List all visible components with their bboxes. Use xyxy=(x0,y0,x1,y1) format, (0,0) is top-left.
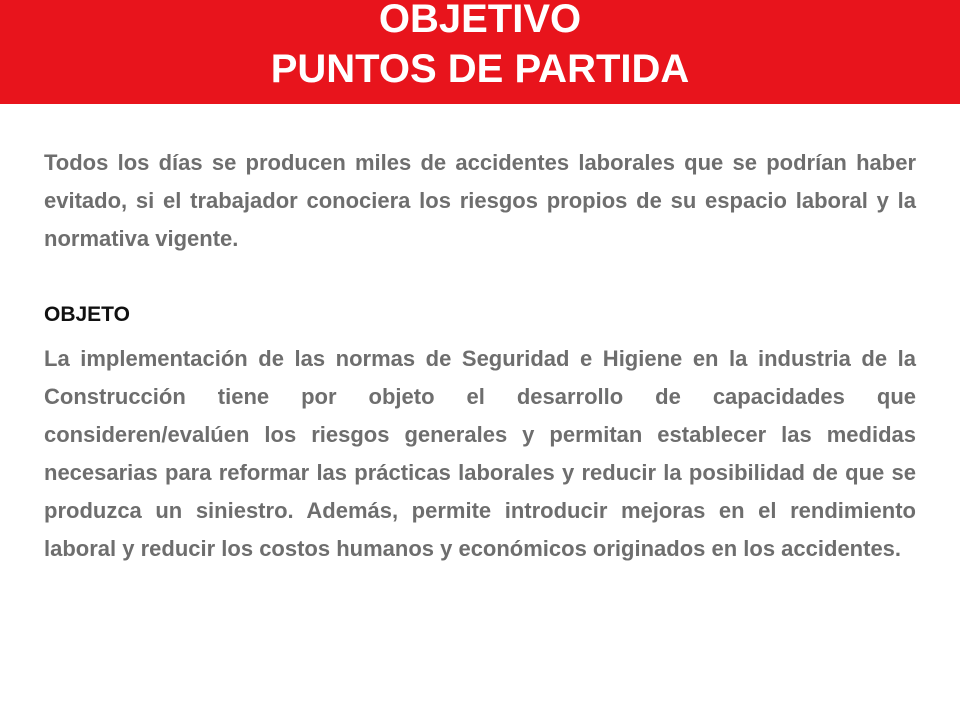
slide-content xyxy=(44,144,916,568)
objeto-paragraph: La implementación de las normas de Seguridad e Higiene en la industria de la Construcción tiene por objeto el desarrollo de capacidades que consideren/evalúen los riesgos generales y permitan establecer las medidas necesarias para reformar las prácticas laborales y reducir la posibilidad de que se produzca un siniestro. Además, permite introducir mejoras en el rendimiento laboral y reducir los costos humanos y económicos originados en los accidentes. xyxy=(44,346,916,561)
slide-subtitle-puntos-de-partida: PUNTOS DE PARTIDA xyxy=(270,47,690,91)
intro-paragraph: Todos los días se producen miles de accidentes laborales que se podrían haber evitado, si el trabajador conociera los riesgos propios de su espacio laboral y la normativa vigente. xyxy=(44,150,916,251)
slide-title-objetivo: OBJETIVO xyxy=(378,0,582,41)
title-banner xyxy=(0,0,960,104)
section-heading-objeto: OBJETO xyxy=(44,303,130,326)
